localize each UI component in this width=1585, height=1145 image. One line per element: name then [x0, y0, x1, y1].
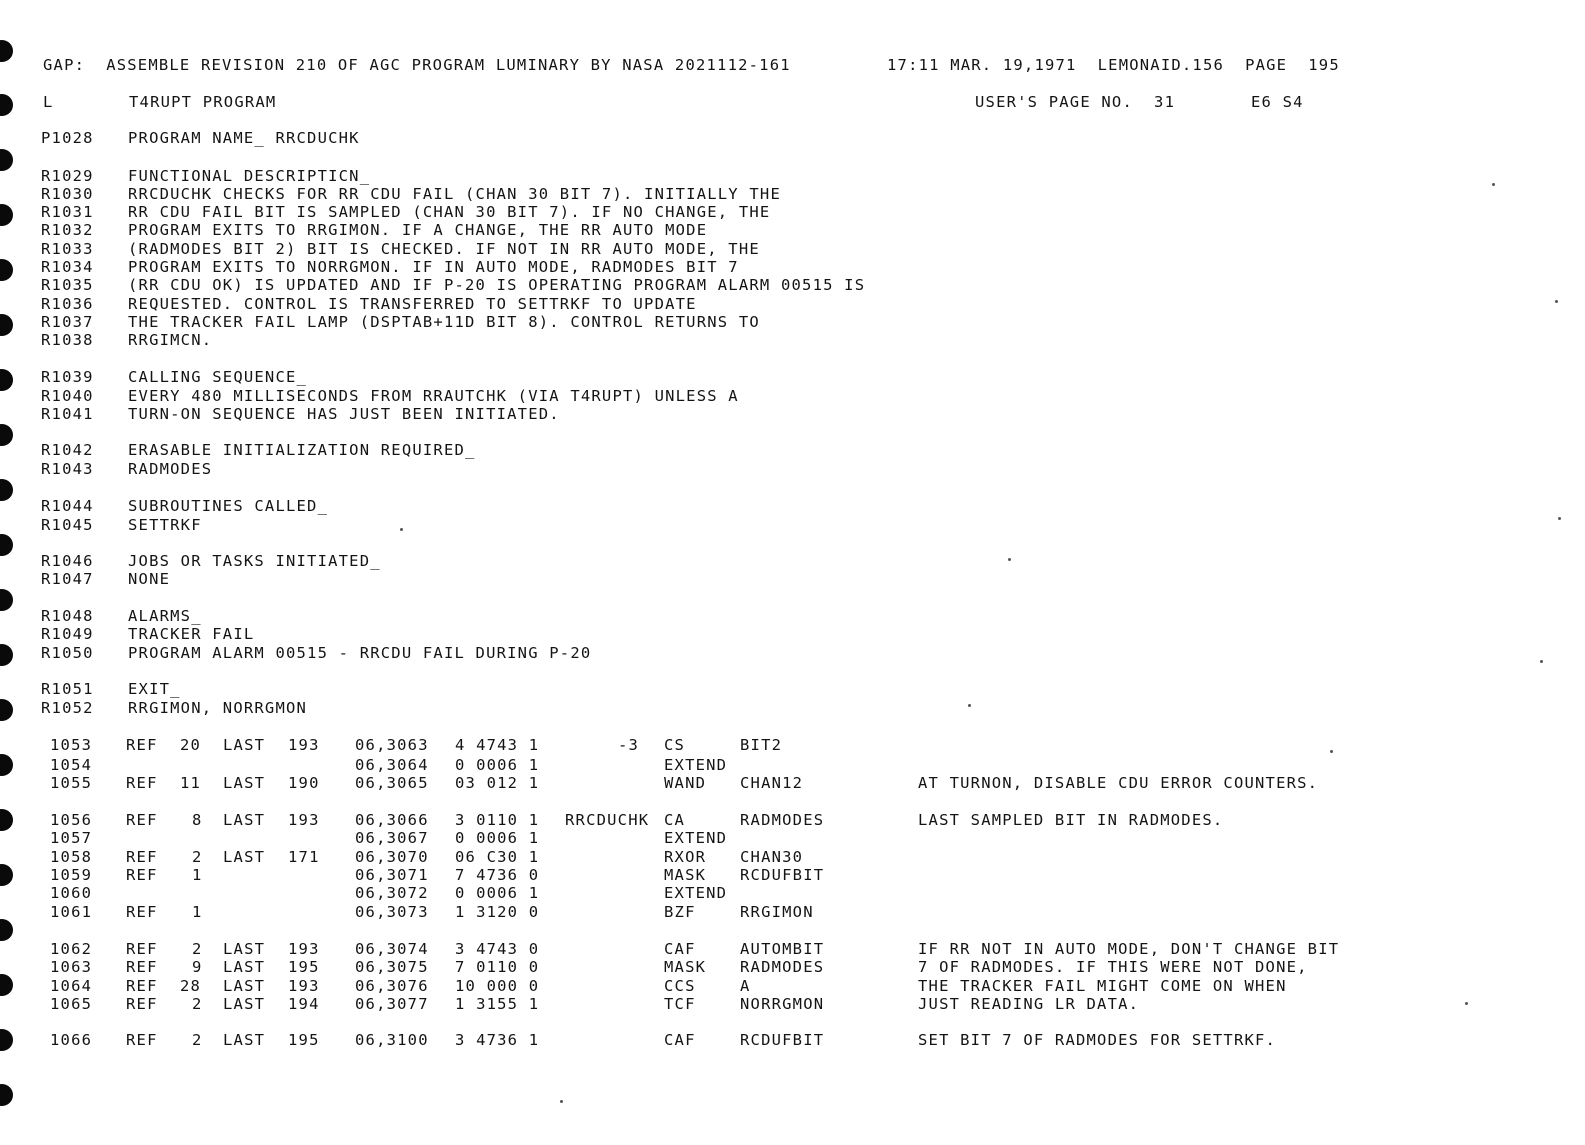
code-operand: CHAN12 [740, 774, 804, 792]
remark-line-id: R1037 [41, 313, 94, 331]
code-comment: 7 OF RADMODES. IF THIS WERE NOT DONE, [918, 958, 1308, 976]
code-operand: RADMODES [740, 958, 825, 976]
code-line-number: 1055 [50, 774, 93, 792]
code-line-number: 1063 [50, 958, 93, 976]
code-comment: LAST SAMPLED BIT IN RADMODES. [918, 811, 1224, 829]
code-line-number: 1057 [50, 829, 93, 847]
code-opcode: BZF [664, 903, 696, 921]
code-octal-word: 06 C30 1 [455, 848, 540, 866]
code-comment: SET BIT 7 OF RADMODES FOR SETTRKF. [918, 1031, 1277, 1049]
code-line-number: 1053 [50, 736, 93, 754]
remark-line-text: RRCDUCHK CHECKS FOR RR CDU FAIL (CHAN 30 BIT 7). INITIALLY THE [128, 185, 781, 203]
code-ref: REF [126, 811, 158, 829]
code-last: LAST [223, 848, 266, 866]
speck [1540, 660, 1543, 663]
binder-hole [0, 589, 13, 611]
binder-hole [0, 369, 13, 391]
speck [1330, 750, 1333, 753]
remark-line-id: R1050 [41, 644, 94, 662]
code-opcode: EXTEND [664, 756, 728, 774]
code-line-number: 1060 [50, 884, 93, 902]
code-ref: REF [126, 940, 158, 958]
section-title: T4RUPT PROGRAM [129, 93, 277, 111]
remark-line-id: R1042 [41, 441, 94, 459]
binder-hole [0, 204, 13, 226]
code-address: 06,3100 [355, 1031, 429, 1049]
binder-hole [0, 864, 13, 886]
code-line-number: 1062 [50, 940, 93, 958]
remark-line-text: PROGRAM EXITS TO NORRGMON. IF IN AUTO MODE, RADMODES BIT 7 [128, 258, 739, 276]
remark-line-id: R1029 [41, 167, 94, 185]
speck [968, 704, 971, 707]
code-ref: REF [126, 866, 158, 884]
code-operand: CHAN30 [740, 848, 804, 866]
remark-line-id: R1040 [41, 387, 94, 405]
remark-line-id: R1041 [41, 405, 94, 423]
code-opcode: CCS [664, 977, 696, 995]
code-octal-word: 1 3120 0 [455, 903, 540, 921]
remark-line-text: NONE [128, 570, 171, 588]
remark-line-text: TURN-ON SEQUENCE HAS JUST BEEN INITIATED. [128, 405, 560, 423]
remark-line-text: RRGIMON, NORRGMON [128, 699, 308, 717]
code-ref-count: 9 [192, 958, 203, 976]
code-last: LAST [223, 736, 266, 754]
code-comment: IF RR NOT IN AUTO MODE, DON'T CHANGE BIT [918, 940, 1340, 958]
remark-line-text: JOBS OR TASKS INITIATED_ [128, 552, 381, 570]
code-opcode: CA [664, 811, 686, 829]
speck [1558, 517, 1561, 520]
remark-line-id: R1051 [41, 680, 94, 698]
code-address: 06,3073 [355, 903, 429, 921]
code-ref-count: 2 [192, 1031, 203, 1049]
code-address: 06,3067 [355, 829, 429, 847]
code-ref-count: 1 [192, 903, 203, 921]
code-operand: A [740, 977, 751, 995]
code-operand: RADMODES [740, 811, 825, 829]
code-ref-count: 20 [180, 736, 202, 754]
header-date-page: 17:11 MAR. 19,1971 LEMONAID.156 PAGE 195 [887, 56, 1340, 74]
remark-line-id: R1036 [41, 295, 94, 313]
code-comment: THE TRACKER FAIL MIGHT COME ON WHEN [918, 977, 1287, 995]
remark-line-id: R1044 [41, 497, 94, 515]
code-ref-count: 2 [192, 940, 203, 958]
code-last: LAST [223, 977, 266, 995]
code-last: LAST [223, 1031, 266, 1049]
code-operand: RRGIMON [740, 903, 814, 921]
code-label: -3 [618, 736, 640, 754]
code-address: 06,3075 [355, 958, 429, 976]
remark-line-id: R1045 [41, 516, 94, 534]
code-opcode: EXTEND [664, 884, 728, 902]
binder-hole [0, 919, 13, 941]
binder-hole [0, 974, 13, 996]
code-operand: AUTOMBIT [740, 940, 825, 958]
code-opcode: WAND [664, 774, 707, 792]
code-address: 06,3063 [355, 736, 429, 754]
code-line-number: 1065 [50, 995, 93, 1013]
speck [1555, 300, 1558, 303]
code-line-number: 1061 [50, 903, 93, 921]
binder-hole [0, 1084, 13, 1106]
code-ref-count: 1 [192, 866, 203, 884]
remark-line-text: ERASABLE INITIALIZATION REQUIRED_ [128, 441, 476, 459]
code-octal-word: 0 0006 1 [455, 756, 540, 774]
code-last-number: 193 [288, 736, 320, 754]
code-last-number: 193 [288, 940, 320, 958]
code-opcode: CAF [664, 1031, 696, 1049]
remark-line-id: R1052 [41, 699, 94, 717]
remark-line-text: RADMODES [128, 460, 213, 478]
code-line-number: 1066 [50, 1031, 93, 1049]
remark-line-text: PROGRAM EXITS TO RRGIMON. IF A CHANGE, THE RR AUTO MODE [128, 221, 708, 239]
code-comment: JUST READING LR DATA. [918, 995, 1140, 1013]
code-ref-count: 8 [192, 811, 203, 829]
binder-hole [0, 809, 13, 831]
remark-line-text: REQUESTED. CONTROL IS TRANSFERRED TO SETTRKF TO UPDATE [128, 295, 697, 313]
remark-line-id: R1047 [41, 570, 94, 588]
remark-line-id: R1035 [41, 276, 94, 294]
code-comment: AT TURNON, DISABLE CDU ERROR COUNTERS. [918, 774, 1319, 792]
users-page-number: USER'S PAGE NO. 31 [975, 93, 1176, 111]
code-address: 06,3077 [355, 995, 429, 1013]
remark-line-text: (RADMODES BIT 2) BIT IS CHECKED. IF NOT IN RR AUTO MODE, THE [128, 240, 760, 258]
code-line-number: 1058 [50, 848, 93, 866]
code-address: 06,3071 [355, 866, 429, 884]
code-opcode: RXOR [664, 848, 707, 866]
remark-line-text: (RR CDU OK) IS UPDATED AND IF P-20 IS OPERATING PROGRAM ALARM 00515 IS [128, 276, 866, 294]
code-ref: REF [126, 1031, 158, 1049]
remark-line-text: SUBROUTINES CALLED_ [128, 497, 329, 515]
header-assembly-line: GAP: ASSEMBLE REVISION 210 OF AGC PROGRAM LUMINARY BY NASA 2021112-161 [43, 56, 791, 74]
binder-hole [0, 534, 13, 556]
remark-line-id: R1048 [41, 607, 94, 625]
code-last: LAST [223, 940, 266, 958]
subheader-code: L [43, 93, 54, 111]
code-octal-word: 3 4743 0 [455, 940, 540, 958]
code-address: 06,3066 [355, 811, 429, 829]
code-opcode: CAF [664, 940, 696, 958]
speck [400, 528, 403, 531]
code-octal-word: 3 0110 1 [455, 811, 540, 829]
binder-hole [0, 699, 13, 721]
remark-line-id: R1031 [41, 203, 94, 221]
code-line-number: 1059 [50, 866, 93, 884]
code-ref: REF [126, 736, 158, 754]
code-ref: REF [126, 774, 158, 792]
code-last-number: 194 [288, 995, 320, 1013]
speck [1465, 1002, 1468, 1005]
speck [560, 1100, 563, 1103]
code-ref-count: 11 [180, 774, 202, 792]
binder-hole [0, 1029, 13, 1051]
code-octal-word: 7 0110 0 [455, 958, 540, 976]
code-octal-word: 03 012 1 [455, 774, 540, 792]
code-octal-word: 10 000 0 [455, 977, 540, 995]
code-octal-word: 0 0006 1 [455, 829, 540, 847]
remark-line-text: PROGRAM NAME_ RRCDUCHK [128, 129, 360, 147]
binder-hole [0, 424, 13, 446]
speck [1008, 558, 1011, 561]
binder-hole [0, 754, 13, 776]
sheet-code: E6 S4 [1251, 93, 1304, 111]
code-last-number: 195 [288, 1031, 320, 1049]
code-octal-word: 0 0006 1 [455, 884, 540, 902]
code-line-number: 1064 [50, 977, 93, 995]
binder-hole [0, 149, 13, 171]
code-ref-count: 28 [180, 977, 202, 995]
remark-line-text: EVERY 480 MILLISECONDS FROM RRAUTCHK (VIA T4RUPT) UNLESS A [128, 387, 739, 405]
code-operand: RCDUFBIT [740, 1031, 825, 1049]
remark-line-id: R1038 [41, 331, 94, 349]
code-last: LAST [223, 811, 266, 829]
remark-line-text: EXIT_ [128, 680, 181, 698]
code-ref-count: 2 [192, 995, 203, 1013]
remark-line-id: R1032 [41, 221, 94, 239]
code-opcode: TCF [664, 995, 696, 1013]
code-octal-word: 3 4736 1 [455, 1031, 540, 1049]
code-ref: REF [126, 958, 158, 976]
remark-line-id: R1030 [41, 185, 94, 203]
remark-line-text: ALARMS_ [128, 607, 202, 625]
code-ref: REF [126, 848, 158, 866]
remark-line-text: FUNCTIONAL DESCRIPTICN_ [128, 167, 371, 185]
code-last-number: 193 [288, 977, 320, 995]
binder-hole [0, 40, 13, 62]
remark-line-text: THE TRACKER FAIL LAMP (DSPTAB+11D BIT 8). CONTROL RETURNS TO [128, 313, 760, 331]
remark-line-id: R1043 [41, 460, 94, 478]
code-opcode: MASK [664, 958, 707, 976]
remark-line-id: R1039 [41, 368, 94, 386]
code-ref: REF [126, 995, 158, 1013]
binder-hole [0, 479, 13, 501]
code-line-number: 1056 [50, 811, 93, 829]
code-octal-word: 7 4736 0 [455, 866, 540, 884]
remark-line-id: R1034 [41, 258, 94, 276]
binder-hole [0, 644, 13, 666]
remark-line-text: RR CDU FAIL BIT IS SAMPLED (CHAN 30 BIT 7). IF NO CHANGE, THE [128, 203, 771, 221]
code-address: 06,3064 [355, 756, 429, 774]
code-ref: REF [126, 977, 158, 995]
code-last: LAST [223, 995, 266, 1013]
code-last-number: 190 [288, 774, 320, 792]
code-operand: NORRGMON [740, 995, 825, 1013]
binder-hole [0, 314, 13, 336]
code-operand: BIT2 [740, 736, 783, 754]
code-opcode: EXTEND [664, 829, 728, 847]
remark-line-text: PROGRAM ALARM 00515 - RRCDU FAIL DURING P-20 [128, 644, 592, 662]
remark-line-text: TRACKER FAIL [128, 625, 255, 643]
remark-line-text: SETTRKF [128, 516, 202, 534]
code-octal-word: 4 4743 1 [455, 736, 540, 754]
remark-line-text: CALLING SEQUENCE_ [128, 368, 308, 386]
remark-line-id: R1033 [41, 240, 94, 258]
binder-hole [0, 94, 13, 116]
code-line-number: 1054 [50, 756, 93, 774]
code-address: 06,3074 [355, 940, 429, 958]
code-operand: RCDUFBIT [740, 866, 825, 884]
binder-hole [0, 259, 13, 281]
code-address: 06,3072 [355, 884, 429, 902]
code-last-number: 195 [288, 958, 320, 976]
code-last: LAST [223, 958, 266, 976]
code-ref: REF [126, 903, 158, 921]
code-address: 06,3065 [355, 774, 429, 792]
code-label: RRCDUCHK [565, 811, 650, 829]
code-last: LAST [223, 774, 266, 792]
code-octal-word: 1 3155 1 [455, 995, 540, 1013]
code-ref-count: 2 [192, 848, 203, 866]
code-last-number: 171 [288, 848, 320, 866]
code-address: 06,3070 [355, 848, 429, 866]
remark-line-id: R1049 [41, 625, 94, 643]
remark-line-id: R1046 [41, 552, 94, 570]
code-opcode: MASK [664, 866, 707, 884]
remark-line-id: P1028 [41, 129, 94, 147]
speck [1492, 183, 1495, 186]
remark-line-text: RRGIMCN. [128, 331, 213, 349]
code-opcode: CS [664, 736, 686, 754]
code-address: 06,3076 [355, 977, 429, 995]
code-last-number: 193 [288, 811, 320, 829]
